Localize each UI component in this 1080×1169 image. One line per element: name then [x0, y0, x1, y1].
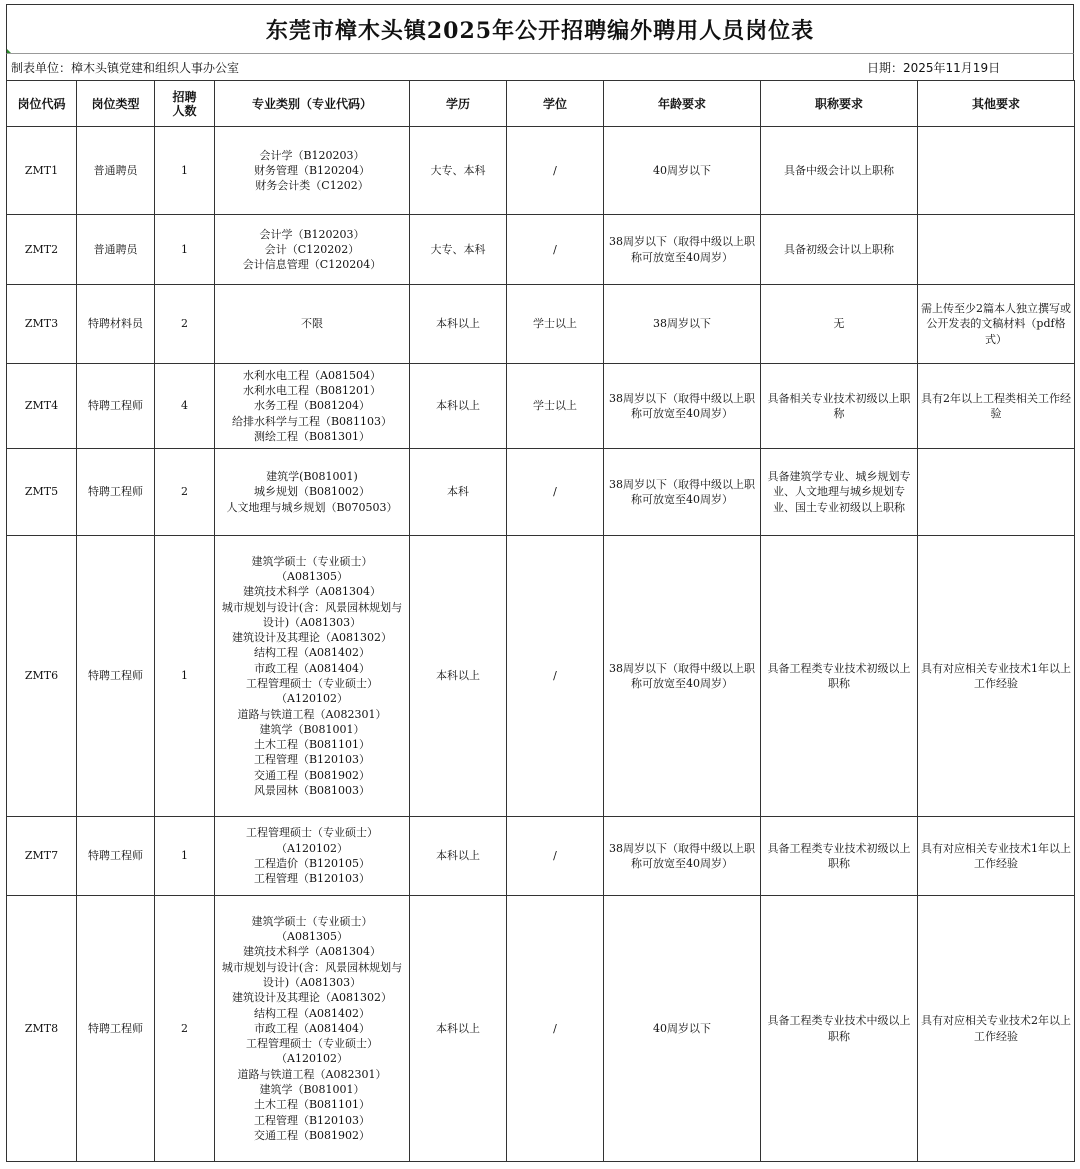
cell-education: 本科以上 [410, 536, 507, 817]
table-row [7, 896, 1075, 1162]
issue-date: 日期：2025年11月19日 [867, 60, 1001, 75]
cell-other [918, 127, 1075, 215]
cell-count: 2 [155, 449, 215, 536]
cell-major: 水利水电工程（A081504） 水利水电工程（B081201） 水务工程（B081204） 给排水科学与工程（B081103） 测绘工程（B081301） [215, 364, 410, 449]
cell-title-req: 具备工程类专业技术初级以上职称 [761, 536, 918, 817]
table-row [7, 536, 1075, 817]
cell-type: 普通聘员 [77, 127, 155, 215]
cell-title-req: 具备建筑学专业、城乡规划专业、人文地理与城乡规划专业、国土专业初级以上职称 [761, 449, 918, 536]
cell-other: 具有对应相关专业技术1年以上工作经验 [918, 536, 1075, 817]
cell-code: ZMT5 [7, 449, 77, 536]
cell-title-req: 具备中级会计以上职称 [761, 127, 918, 215]
cell-education: 本科 [410, 449, 507, 536]
cell-age: 38周岁以下（取得中级以上职称可放宽至40周岁） [604, 449, 761, 536]
cell-degree: / [507, 536, 604, 817]
table-row [7, 285, 1075, 364]
cell-degree: / [507, 127, 604, 215]
cell-degree: / [507, 449, 604, 536]
cell-code: ZMT4 [7, 364, 77, 449]
cell-degree: / [507, 817, 604, 896]
cell-code: ZMT2 [7, 215, 77, 285]
header-row [7, 81, 1075, 127]
meta-row [6, 53, 1074, 80]
cell-type: 特聘材料员 [77, 285, 155, 364]
cell-degree: / [507, 896, 604, 1162]
table-row [7, 215, 1075, 285]
cell-count: 1 [155, 127, 215, 215]
cell-type: 普通聘员 [77, 215, 155, 285]
cell-age: 38周岁以下（取得中级以上职称可放宽至40周岁） [604, 215, 761, 285]
cell-type: 特聘工程师 [77, 817, 155, 896]
cell-major: 建筑学硕士（专业硕士） （A081305） 建筑技术科学（A081304） 城市规划与设计(含：风景园林规划与设计)（A081303） 建筑设计及其理论（A081302） 结构工程（A081402） 市政工程（A081404） 工程管理硕士（专业硕士） （A120102） 道路与铁道工程（A082301） 建筑学（B081001） 土木工程（B081101） 工程管理（B120103） 交通工程（B081902） [215, 896, 410, 1162]
cell-code: ZMT8 [7, 896, 77, 1162]
issuing-unit: 制表单位：樟木头镇党建和组织人事办公室 [11, 60, 240, 75]
cell-age: 38周岁以下（取得中级以上职称可放宽至40周岁） [604, 817, 761, 896]
cell-other: 具有对应相关专业技术1年以上工作经验 [918, 817, 1075, 896]
cell-title-req: 具备相关专业技术初级以上职称 [761, 364, 918, 449]
cell-title-req: 具备工程类专业技术初级以上职称 [761, 817, 918, 896]
header-major: 专业类别（专业代码） [215, 81, 410, 127]
cell-code: ZMT3 [7, 285, 77, 364]
cell-age: 38周岁以下 [604, 285, 761, 364]
cell-education: 大专、本科 [410, 127, 507, 215]
cell-major: 建筑学(B081001) 城乡规划（B081002） 人文地理与城乡规划（B070503） [215, 449, 410, 536]
title-row [6, 4, 1074, 53]
header-degree: 学位 [507, 81, 604, 127]
cell-type: 特聘工程师 [77, 536, 155, 817]
cell-age: 38周岁以下（取得中级以上职称可放宽至40周岁） [604, 364, 761, 449]
cell-education: 本科以上 [410, 817, 507, 896]
cell-count: 2 [155, 285, 215, 364]
cell-title-req: 具备初级会计以上职称 [761, 215, 918, 285]
cell-code: ZMT1 [7, 127, 77, 215]
page-title: 东莞市樟木头镇2025年公开招聘编外聘用人员岗位表 [265, 17, 815, 44]
job-table-sheet [6, 4, 1074, 1162]
cell-count: 1 [155, 817, 215, 896]
cell-other: 需上传至少2篇本人独立撰写或公开发表的文稿材料（pdf格式） [918, 285, 1075, 364]
cell-other: 具有对应相关专业技术2年以上工作经验 [918, 896, 1075, 1162]
header-code: 岗位代码 [7, 81, 77, 127]
cell-education: 本科以上 [410, 896, 507, 1162]
cell-degree: 学士以上 [507, 364, 604, 449]
cell-degree: / [507, 215, 604, 285]
cell-code: ZMT7 [7, 817, 77, 896]
cell-major: 不限 [215, 285, 410, 364]
cell-age: 40周岁以下 [604, 127, 761, 215]
cell-count: 2 [155, 896, 215, 1162]
header-count: 招聘 人数 [155, 81, 215, 127]
cell-major: 会计学（B120203） 会计（C120202） 会计信息管理（C120204） [215, 215, 410, 285]
cell-other [918, 449, 1075, 536]
header-title-req: 职称要求 [761, 81, 918, 127]
cell-age: 38周岁以下（取得中级以上职称可放宽至40周岁） [604, 536, 761, 817]
cell-title-req: 具备工程类专业技术中级以上职称 [761, 896, 918, 1162]
cell-major: 工程管理硕士（专业硕士） （A120102） 工程造价（B120105） 工程管理（B120103） [215, 817, 410, 896]
header-education: 学历 [410, 81, 507, 127]
cell-major: 会计学（B120203） 财务管理（B120204） 财务会计类（C1202） [215, 127, 410, 215]
table-row [7, 817, 1075, 896]
cell-type: 特聘工程师 [77, 364, 155, 449]
table-row [7, 364, 1075, 449]
cell-other [918, 215, 1075, 285]
cell-education: 本科以上 [410, 285, 507, 364]
cell-degree: 学士以上 [507, 285, 604, 364]
cell-type: 特聘工程师 [77, 896, 155, 1162]
header-age: 年龄要求 [604, 81, 761, 127]
cell-count: 4 [155, 364, 215, 449]
cell-type: 特聘工程师 [77, 449, 155, 536]
cell-education: 本科以上 [410, 364, 507, 449]
cell-title-req: 无 [761, 285, 918, 364]
header-type: 岗位类型 [77, 81, 155, 127]
header-other: 其他要求 [918, 81, 1075, 127]
cell-other: 具有2年以上工程类相关工作经验 [918, 364, 1075, 449]
cell-count: 1 [155, 536, 215, 817]
cell-count: 1 [155, 215, 215, 285]
cell-age: 40周岁以下 [604, 896, 761, 1162]
cell-education: 大专、本科 [410, 215, 507, 285]
cell-major: 建筑学硕士（专业硕士） （A081305） 建筑技术科学（A081304） 城市规划与设计(含：风景园林规划与设计)（A081303） 建筑设计及其理论（A081302） 结构工程（A081402） 市政工程（A081404） 工程管理硕士（专业硕士） （A120102） 道路与铁道工程（A082301） 建筑学（B081001） 土木工程（B081101） 工程管理（B120103） 交通工程（B081902） 风景园林（B081003） [215, 536, 410, 817]
cell-code: ZMT6 [7, 536, 77, 817]
table-row [7, 449, 1075, 536]
positions-table [6, 80, 1075, 1162]
table-row [7, 127, 1075, 215]
